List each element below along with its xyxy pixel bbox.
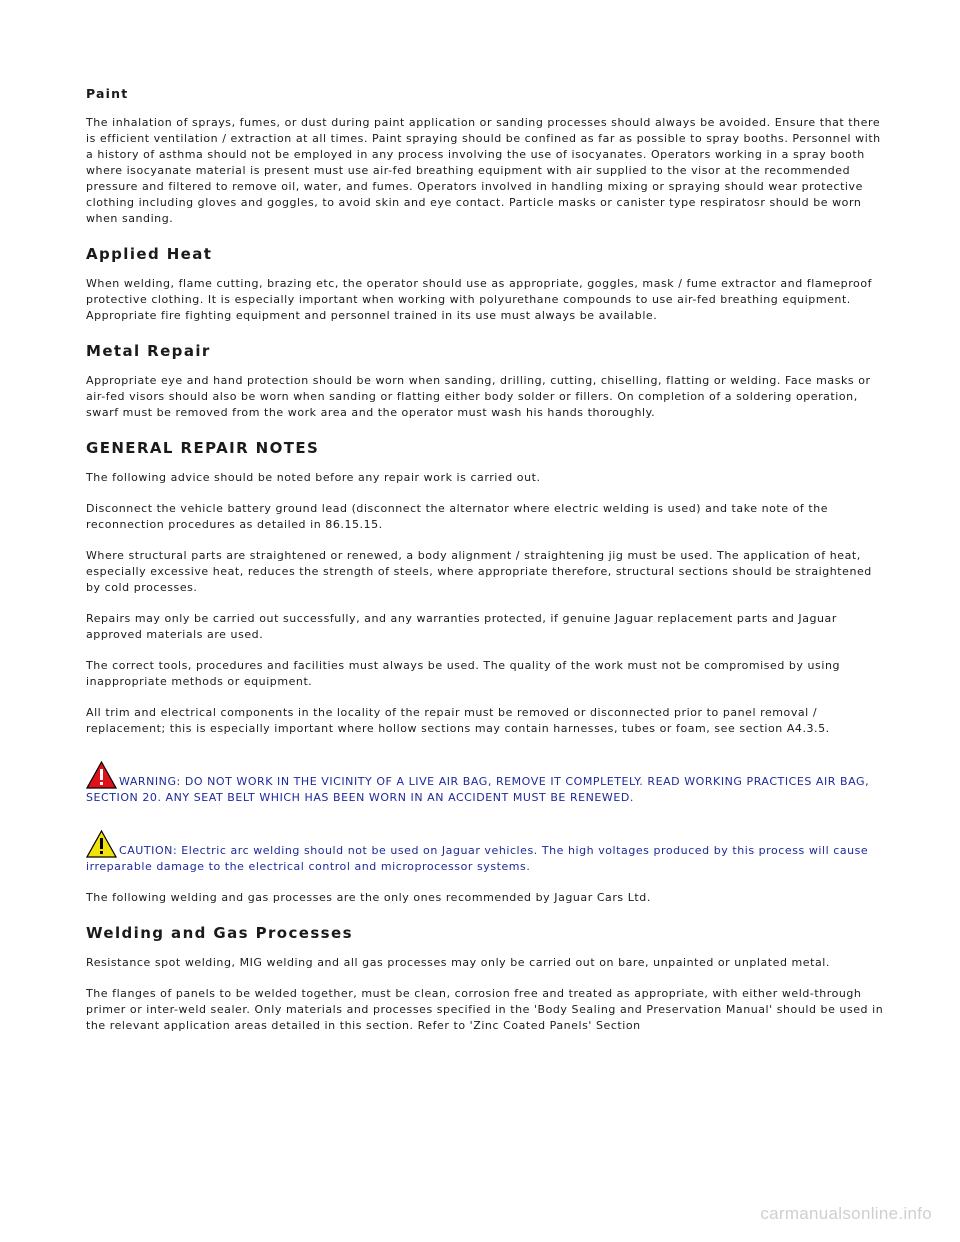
welding-paragraph-1: Resistance spot welding, MIG welding and all gas processes may only be carried out on bare, unpainted or unplated metal. [86,956,830,969]
warning-text: WARNING: DO NOT WORK IN THE VICINITY OF A LIVE AIR BAG, REMOVE IT COMPLETELY. READ WORKING PRACTICES AIR BAG, SECTION 20. ANY SEAT BELT WHICH HAS BEEN WORN IN AN ACCIDENT MUST BE RENEWED. [86,775,870,804]
applied-heat-paragraph: When welding, flame cutting, brazing etc, the operator should use as appropriate, goggles, mask / fume extractor and flameproof protective clothing. It is especially important when working with polyurethane compounds to use air-fed breathing equipment. Appropriate fire fighting equipment and personnel trained in its use must always be available. [86,277,873,322]
caution-text: CAUTION: Electric arc welding should not be used on Jaguar vehicles. The high voltages produced by this process will cause irreparable damage to the electrical control and microprocessor systems. [86,844,869,873]
general-repair-paragraph-3: Where structural parts are straightened or renewed, a body alignment / straightening jig must be used. The application of heat, especially excessive heat, reduces the strength of steels, where appropriate therefore, structural sections should be straightened by cold processes. [86,549,872,594]
general-repair-paragraph-7: The following welding and gas processes are the only ones recommended by Jaguar Cars Ltd. [86,891,651,904]
general-repair-paragraph-1: The following advice should be noted before any repair work is carried out. [86,471,541,484]
metal-repair-paragraph: Appropriate eye and hand protection should be worn when sanding, drilling, cutting, chiselling, flatting or welding. Face masks or air-fed visors should also be worn when sanding or flatting either body solder or fillers. On completion of a soldering operation, swarf must be removed from the work area and the operator must wash his hands thoroughly. [86,374,871,419]
heading-applied-heat: Applied Heat [86,245,213,263]
caution-triangle-icon [86,830,117,858]
general-repair-paragraph-5: The correct tools, procedures and facilities must always be used. The quality of the work must not be compromised by using inappropriate methods or equipment. [86,659,841,688]
warning-triangle-icon [86,761,117,789]
general-repair-paragraph-6: All trim and electrical components in the locality of the repair must be removed or disconnected prior to panel removal / replacement; this is especially important where hollow sections may contain harnesses, tubes or foam, see section A4.3.5. [86,706,830,735]
general-repair-paragraph-2: Disconnect the vehicle battery ground lead (disconnect the alternator where electric welding is used) and take note of the reconnection procedures as detailed in 86.15.15. [86,502,829,531]
general-repair-paragraph-4: Repairs may only be carried out successfully, and any warranties protected, if genuine Jaguar replacement parts and Jaguar approved materials are used. [86,612,837,641]
document-page [86,76,886,1049]
watermark-footer: carmanualsonline.info [760,1204,932,1223]
paint-paragraph: The inhalation of sprays, fumes, or dust during paint application or sanding processes should always be avoided. Ensure that there is efficient ventilation / extraction at all times. Paint spraying should be confined as far as possible to spray booths. Personnel with a history of asthma should not be employed in any process involving the use of isocyanates. Operators working in a spray booth where isocyanate material is present must use air-fed breathing equipment with air supplied to the visor at the recommended pressure and filtered to remove oil, water, and fumes. Operators involved in handling mixing or spraying should wear protective clothing including gloves and goggles, to avoid skin and eye contact. Particle masks or canister type respiratosr should be worn when sanding. [86,116,881,225]
caution-note [86,830,886,875]
heading-welding-gas-processes: Welding and Gas Processes [86,924,353,942]
heading-paint: Paint [86,86,129,101]
welding-paragraph-2: The flanges of panels to be welded together, must be clean, corrosion free and treated as appropriate, with either weld-through primer or inter-weld sealer. Only materials and processes specified in the 'Body Sealing and Preservation Manual' should be used in the relevant application areas detailed in this section. Refer to 'Zinc Coated Panels' Section [86,987,884,1032]
heading-metal-repair: Metal Repair [86,342,211,360]
warning-note [86,761,886,806]
heading-general-repair-notes: GENERAL REPAIR NOTES [86,439,320,457]
